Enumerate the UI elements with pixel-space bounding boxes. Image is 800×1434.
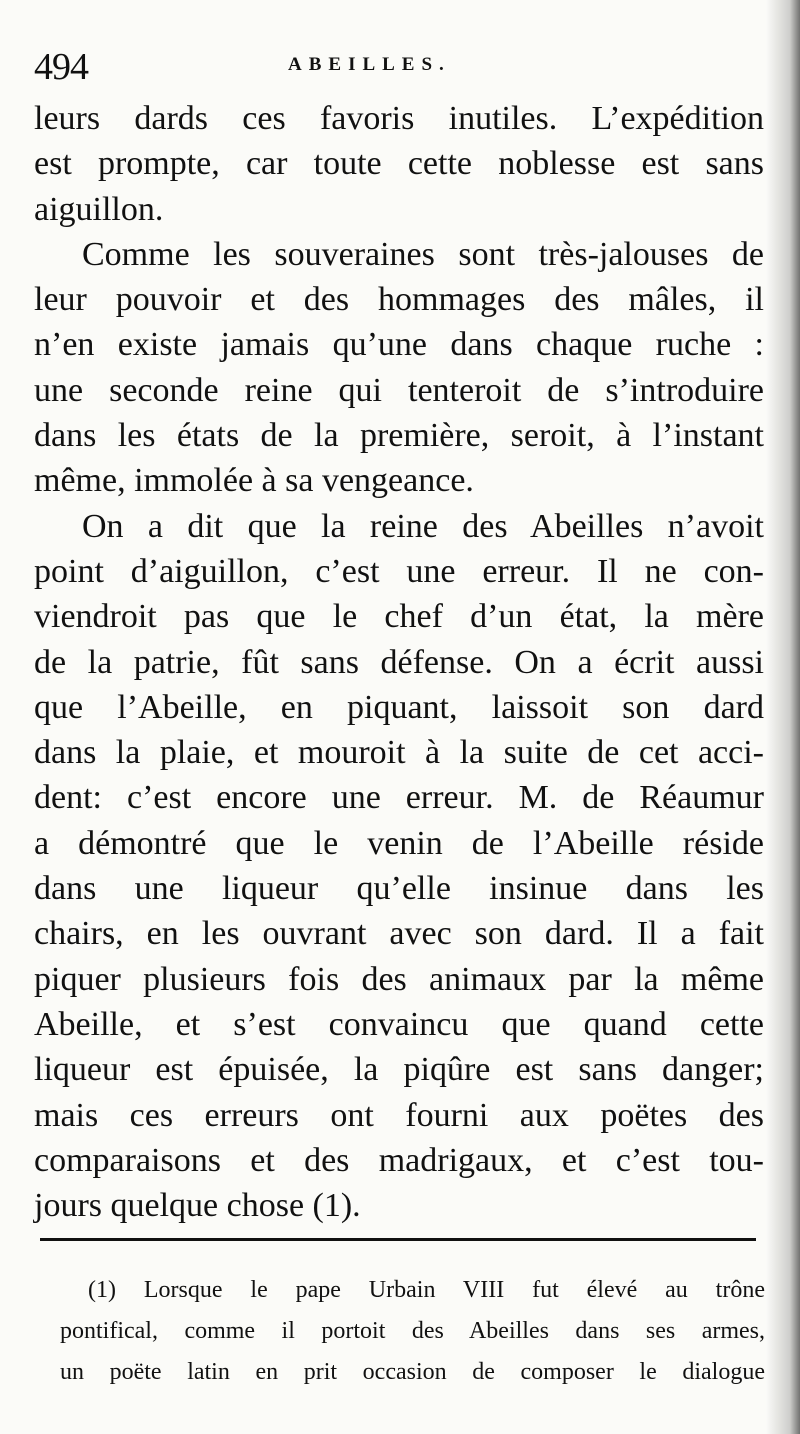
text-line: que l’Abeille, en piquant, laissoit son dard — [34, 688, 764, 726]
footnote-line: pontifical, comme il portoit des Abeilles dans ses armes, — [60, 1318, 765, 1344]
text-line: est prompte, car toute cette noblesse est sans — [34, 145, 764, 183]
footnote — [60, 1270, 765, 1393]
text-line: chairs, en les ouvrant avec son dard. Il a fait — [34, 915, 764, 953]
page-number: 494 — [34, 46, 88, 88]
text-line: leur pouvoir et des hommages des mâles, il — [34, 281, 764, 319]
text-line: jours quelque chose (1). — [34, 1187, 361, 1225]
text-line: comparaisons et des madrigaux, et c’est tou- — [34, 1141, 764, 1179]
text-line: de la patrie, fût sans défense. On a écrit aussi — [34, 643, 764, 681]
page-header — [34, 44, 774, 94]
text-line: On a dit que la reine des Abeilles n’avoit — [82, 507, 764, 545]
running-head: ABEILLES. — [288, 54, 451, 75]
text-line: dans la plaie, et mouroit à la suite de cet acci- — [34, 734, 764, 772]
footnote-line: un poëte latin en prit occasion de composer le dialogue — [60, 1359, 765, 1385]
text-line: liqueur est épuisée, la piqûre est sans danger; — [34, 1051, 764, 1089]
body-text — [34, 96, 764, 1228]
text-line: dent: c’est encore une erreur. M. de Réaumur — [34, 779, 764, 817]
text-line: viendroit pas que le chef d’un état, la mère — [34, 598, 764, 636]
page-edge-shadow — [766, 0, 800, 1434]
text-line: leurs dards ces favoris inutiles. L’expédition — [34, 100, 764, 137]
text-line: point d’aiguillon, c’est une erreur. Il ne con- — [34, 552, 764, 590]
text-line: Abeille, et s’est convaincu que quand cette — [34, 1005, 764, 1043]
text-line: a démontré que le venin de l’Abeille réside — [34, 824, 764, 862]
footnote-rule — [40, 1238, 756, 1241]
text-line: piquer plusieurs fois des animaux par la même — [34, 960, 764, 998]
text-line: n’en existe jamais qu’une dans chaque ruche : — [34, 326, 764, 364]
text-line: dans les états de la première, seroit, à l’instant — [34, 417, 764, 455]
text-line: Comme les souveraines sont très-jalouses de — [82, 235, 764, 273]
text-line: même, immolée à sa vengeance. — [34, 462, 474, 500]
text-line: mais ces erreurs ont fourni aux poëtes des — [34, 1096, 764, 1134]
footnote-line: (1) Lorsque le pape Urbain VIII fut élevé au trône — [88, 1277, 765, 1303]
text-line: aiguillon. — [34, 190, 164, 228]
text-line: dans une liqueur qu’elle insinue dans les — [34, 870, 764, 908]
text-line: une seconde reine qui tenteroit de s’introduire — [34, 371, 764, 409]
